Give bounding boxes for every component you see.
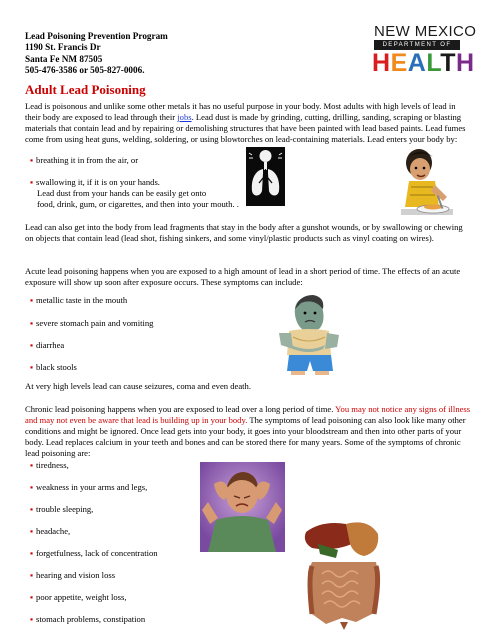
list-item: ▪ trouble sleeping,: [30, 504, 94, 514]
list-item-detail: Lead dust from your hands can be easily get onto: [37, 188, 207, 198]
intro-text: . Lead dust is made by grinding, cutting, drilling, sanding, scraping or blasting materials that contain lead and by repairing or demolishing structures that have been painted with lead based paints. Lead fumes come from using heat guns, welding, soldering, or using blowtorches on lead-containing materials. Lead enters your body by:: [25, 112, 466, 144]
list-item: ▪ tiredness,: [30, 460, 69, 470]
list-item: ▪ breathing it in from the air, or: [30, 155, 139, 165]
stomach-ache-man-illustration: [269, 293, 351, 375]
list-item: ▪ weakness in your arms and legs,: [30, 482, 148, 492]
high-levels-text: At very high levels lead can cause seizures, coma and even death.: [25, 381, 251, 391]
list-item: ▪ forgetfulness, lack of concentration: [30, 548, 158, 558]
list-item: ▪ severe stomach pain and vomiting: [30, 318, 154, 328]
logo-line-new-mexico: NEW MEXICO: [374, 23, 477, 40]
page-title: Adult Lead Poisoning: [25, 82, 146, 97]
address-line: Lead Poisoning Prevention Program: [25, 31, 168, 41]
address-line: 505-476-3586 or 505-827-0006.: [25, 65, 145, 76]
intro-paragraph: [25, 101, 473, 145]
list-item: ▪ headache,: [30, 526, 71, 536]
program-address: [25, 31, 168, 77]
chronic-warning-text: You may not notice any signs of illness and may not even be aware that lead is building up in your body.: [25, 404, 471, 425]
intro-text: Lead is poisonous and unlike some other metals it has no useful purpose in your body. Most adults with high levels of lead in their body are exposed to lead through their: [25, 101, 456, 122]
acute-paragraph: Acute lead poisoning happens when you are exposed to a high amount of lead in a short period of time. The effects of an acute exposure will show up soon after exposure occurs. These symptoms can include:: [25, 266, 461, 287]
list-item: ▪ metallic taste in the mouth: [30, 295, 128, 305]
list-item: ▪ diarrhea: [30, 340, 65, 350]
jobs-link[interactable]: jobs: [177, 112, 192, 122]
list-item: ▪ hearing and vision loss: [30, 570, 116, 580]
logo-health: HEALTH: [372, 49, 475, 77]
address-line: 1190 St. Francis Dr: [25, 42, 101, 53]
list-item: ▪ black stools: [30, 362, 77, 372]
headache-man-illustration: [200, 462, 285, 552]
boy-eating-illustration: [395, 145, 465, 223]
chronic-paragraph: Chronic lead poisoning happens when you are exposed to lead over a long period of time. You may not notice any signs of illness and may not even be aware that lead is building up in your body. The symptoms of lead poisoning can also look like many other conditions and might be ignored. Once lead gets into your body, it goes into your bloodstream and then into other parts of your body. Lead replaces calcium in your teeth and bones and can be stored there for many years. Some of the symptoms of chronic lead poisoning are:: [25, 404, 471, 458]
logo-line-department: DEPARTMENT OF: [374, 40, 460, 50]
list-item: ▪ poor appetite, weight loss,: [30, 592, 127, 602]
other-routes-paragraph: Lead can also get into the body from lead fragments that stay in the body after a gunshot wounds, or by swallowing or chewing on objects that contain lead (lead shot, fishing sinkers, and some vinyl/plastic products such as vinyl coating on wires).: [25, 222, 463, 243]
address-line: Santa Fe NM 87505: [25, 53, 103, 64]
digestive-organs-illustration: [298, 518, 388, 630]
list-item: ▪ stomach problems, constipation: [30, 614, 146, 624]
lungs-illustration: [246, 147, 285, 206]
list-item-detail: food, drink, gum, or cigarettes, and then into your mouth. .: [37, 199, 239, 209]
list-item: ▪ swallowing it, if it is on your hands.: [30, 177, 160, 187]
